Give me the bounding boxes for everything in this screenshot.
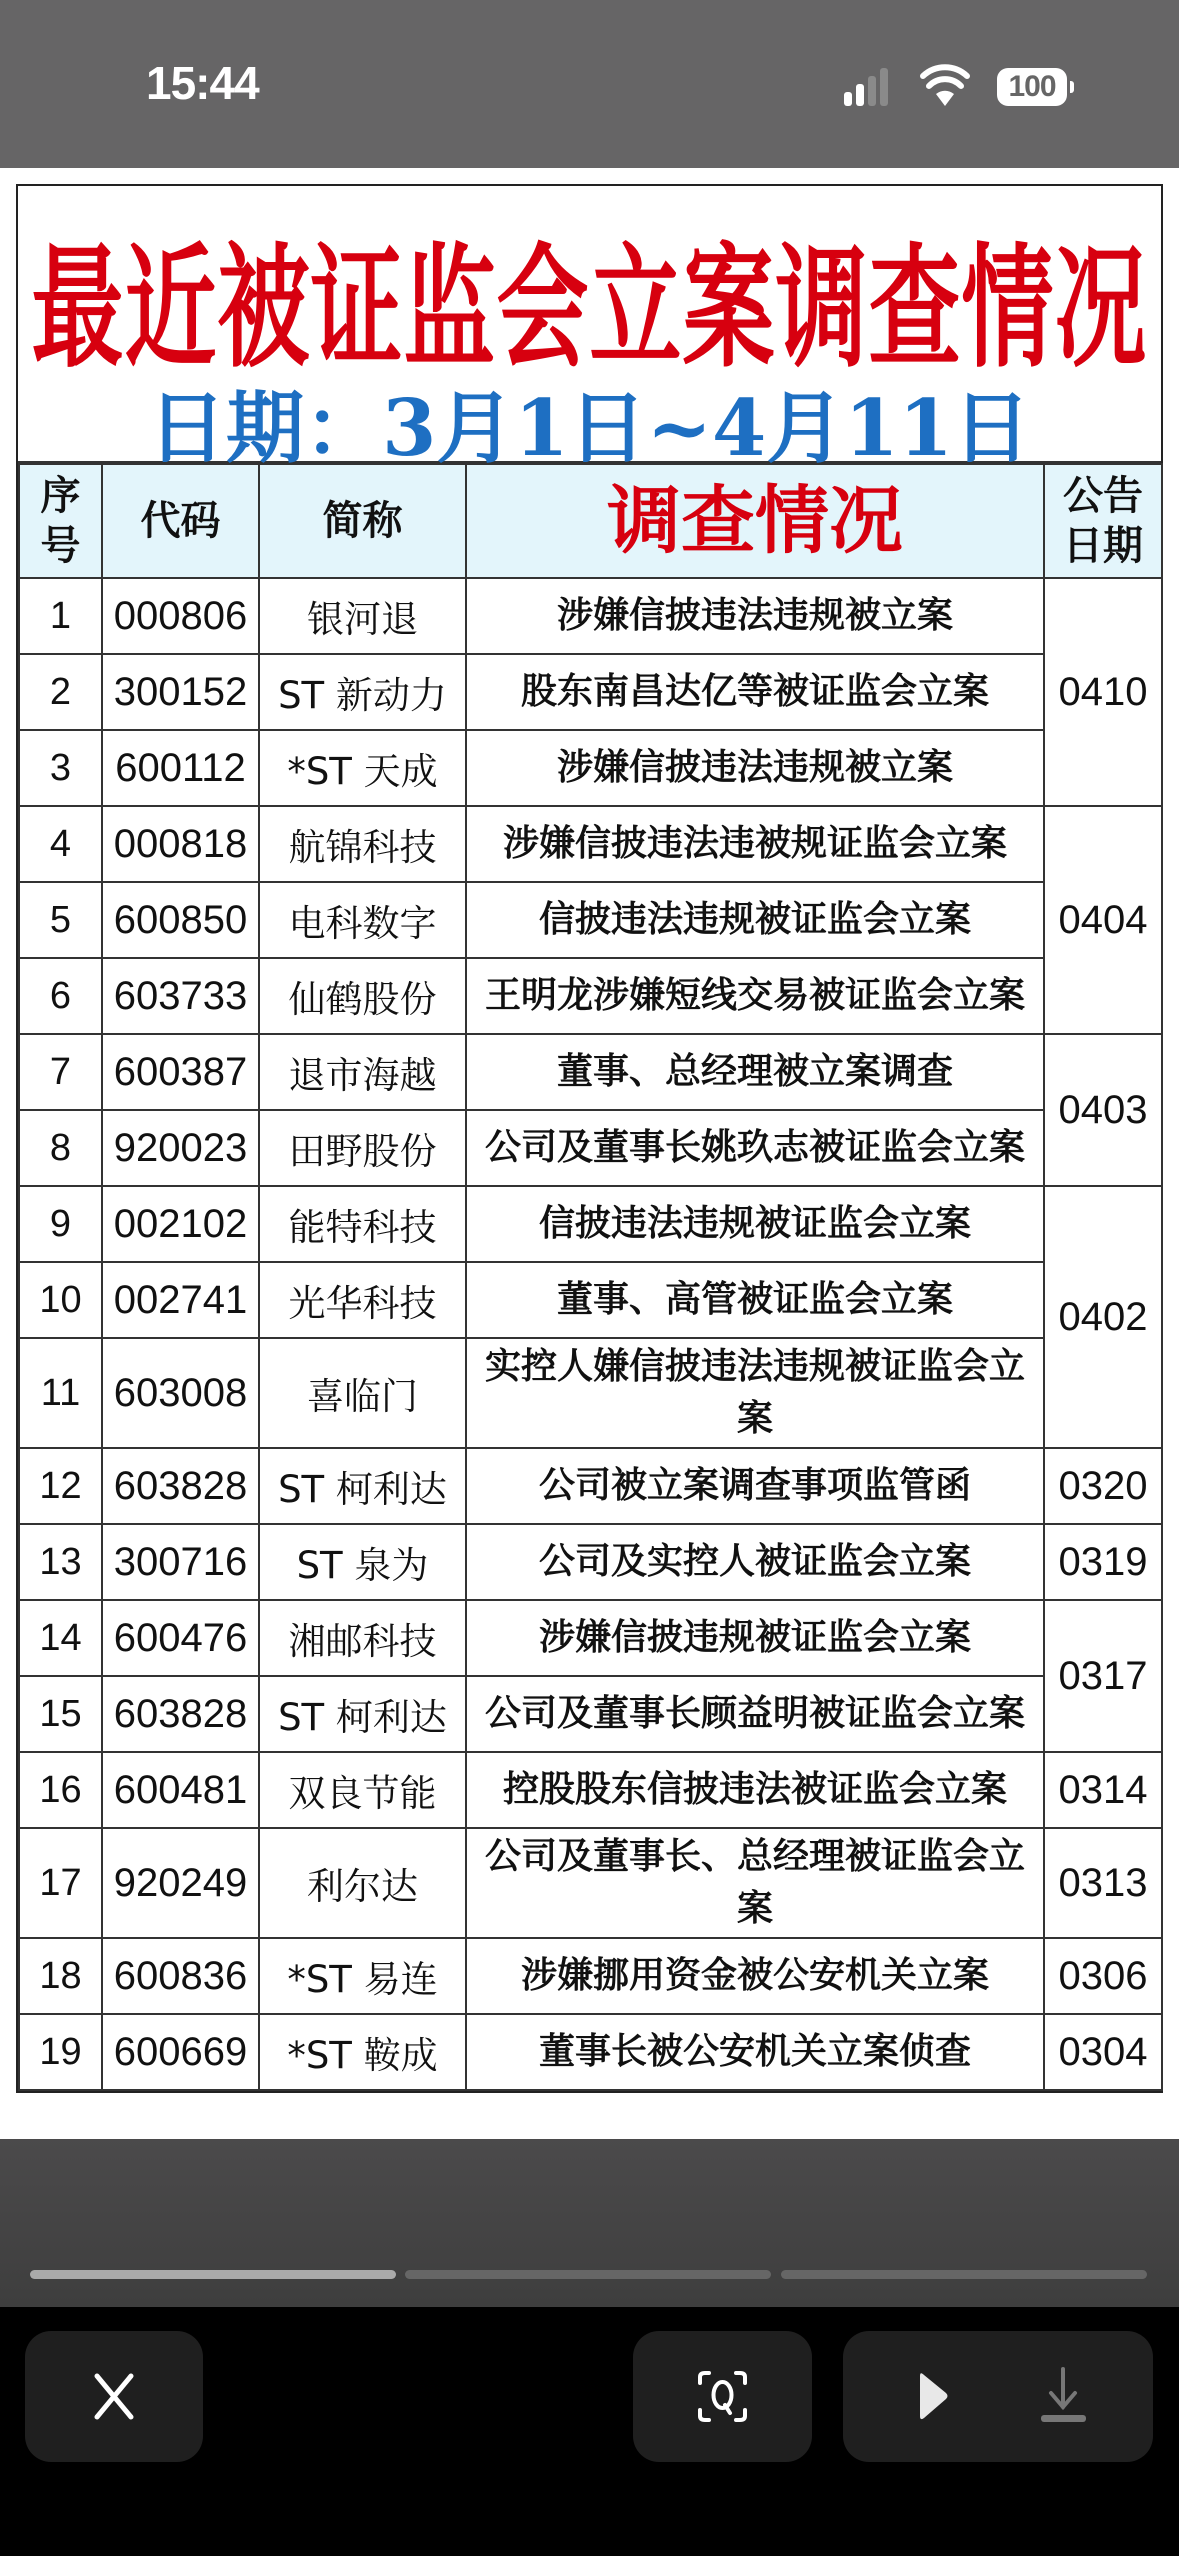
seq-cell: 19: [19, 2014, 102, 2090]
header-announce-date: 公告日期: [1044, 464, 1162, 578]
status-bar: [0, 0, 1179, 168]
detail-cell: 涉嫌信披违法违规被立案: [466, 730, 1044, 806]
code-cell: 300152: [102, 654, 259, 730]
name-cell: 退市海越: [259, 1034, 466, 1110]
name-cell: ST 泉为: [259, 1524, 466, 1600]
seq-cell: 13: [19, 1524, 102, 1600]
name-cell: 能特科技: [259, 1186, 466, 1262]
name-cell: 田野股份: [259, 1110, 466, 1186]
name-cell: 湘邮科技: [259, 1600, 466, 1676]
seq-cell: 8: [19, 1110, 102, 1186]
code-cell: 300716: [102, 1524, 259, 1600]
seq-cell: 12: [19, 1448, 102, 1524]
table-row: [19, 1262, 1162, 1338]
code-cell: 600669: [102, 2014, 259, 2090]
detail-cell: 王明龙涉嫌短线交易被证监会立案: [466, 958, 1044, 1034]
code-cell: 600836: [102, 1938, 259, 2014]
table-row: [19, 578, 1162, 654]
code-cell: 000806: [102, 578, 259, 654]
name-cell: *ST 天成: [259, 730, 466, 806]
seq-cell: 4: [19, 806, 102, 882]
date-range: 日期：3月1日~4月11日: [148, 383, 1031, 474]
detail-cell: 董事、高管被证监会立案: [466, 1262, 1044, 1338]
code-cell: 600850: [102, 882, 259, 958]
table-row: [19, 1338, 1162, 1448]
detail-cell: 公司及董事长姚玖志被证监会立案: [466, 1110, 1044, 1186]
detail-cell: 涉嫌信披违法违规被立案: [466, 578, 1044, 654]
page-indicator-2[interactable]: [405, 2270, 771, 2279]
name-cell: 利尔达: [259, 1828, 466, 1938]
name-cell: 银河退: [259, 578, 466, 654]
name-cell: 电科数字: [259, 882, 466, 958]
table-row: [19, 1938, 1162, 2014]
seq-cell: 2: [19, 654, 102, 730]
play-download-group: [843, 2331, 1153, 2462]
bottom-toolbar: [0, 2307, 1179, 2556]
close-button[interactable]: [25, 2331, 203, 2462]
code-cell: 920249: [102, 1828, 259, 1938]
name-cell: *ST 易连: [259, 1938, 466, 2014]
code-cell: 603828: [102, 1448, 259, 1524]
seq-cell: 5: [19, 882, 102, 958]
investigation-table-image: [16, 184, 1163, 2093]
name-cell: 光华科技: [259, 1262, 466, 1338]
image-viewer-content: [0, 168, 1179, 2139]
name-cell: ST 柯利达: [259, 1676, 466, 1752]
detail-cell: 公司被立案调查事项监管函: [466, 1448, 1044, 1524]
seq-cell: 16: [19, 1752, 102, 1828]
seq-cell: 1: [19, 578, 102, 654]
table-row: [19, 2014, 1162, 2090]
header-name: 简称: [259, 464, 466, 578]
name-cell: 双良节能: [259, 1752, 466, 1828]
table-header-row: [19, 464, 1162, 578]
announce-date-cell: 0404: [1044, 806, 1162, 1034]
seq-cell: 10: [19, 1262, 102, 1338]
announce-date-cell: 0410: [1044, 578, 1162, 806]
seq-cell: 7: [19, 1034, 102, 1110]
close-icon: [25, 2331, 203, 2462]
detail-cell: 控股股东信披违法被证监会立案: [466, 1752, 1044, 1828]
table-row: [19, 882, 1162, 958]
table-row: [19, 1524, 1162, 1600]
name-cell: ST 柯利达: [259, 1448, 466, 1524]
detail-cell: 公司及实控人被证监会立案: [466, 1524, 1044, 1600]
name-cell: *ST 鞍成: [259, 2014, 466, 2090]
name-cell: ST 新动力: [259, 654, 466, 730]
wifi-icon: [920, 64, 970, 108]
code-cell: 000818: [102, 806, 259, 882]
code-cell: 600112: [102, 730, 259, 806]
table-row: [19, 730, 1162, 806]
table-row: [19, 1676, 1162, 1752]
page-indicator-3[interactable]: [781, 2270, 1147, 2279]
table-row: [19, 1828, 1162, 1938]
detail-cell: 董事长被公安机关立案侦查: [466, 2014, 1044, 2090]
title-block: [18, 186, 1161, 474]
table-row: [19, 1600, 1162, 1676]
announce-date-cell: 0319: [1044, 1524, 1162, 1600]
code-cell: 603828: [102, 1676, 259, 1752]
header-code: 代码: [102, 464, 259, 578]
table-row: [19, 806, 1162, 882]
seq-cell: 11: [19, 1338, 102, 1448]
scan-search-icon: [633, 2331, 812, 2462]
detail-cell: 信披违法违规被证监会立案: [466, 882, 1044, 958]
table-row: [19, 1752, 1162, 1828]
table-row: [19, 1034, 1162, 1110]
header-detail: 调查情况: [466, 464, 1044, 578]
code-cell: 002102: [102, 1186, 259, 1262]
table-row: [19, 1110, 1162, 1186]
announce-date-cell: 0402: [1044, 1186, 1162, 1448]
detail-cell: 董事、总经理被立案调查: [466, 1034, 1044, 1110]
detail-cell: 公司及董事长、总经理被证监会立案: [466, 1828, 1044, 1938]
code-cell: 600476: [102, 1600, 259, 1676]
header-seq: 序号: [19, 464, 102, 578]
seq-cell: 14: [19, 1600, 102, 1676]
cellular-signal-icon: [844, 70, 904, 106]
announce-date-cell: 0403: [1044, 1034, 1162, 1186]
download-icon[interactable]: [1023, 2331, 1103, 2462]
table-row: [19, 1186, 1162, 1262]
table-row: [19, 1448, 1162, 1524]
announce-date-cell: 0306: [1044, 1938, 1162, 2014]
code-cell: 002741: [102, 1262, 259, 1338]
name-cell: 仙鹤股份: [259, 958, 466, 1034]
seq-cell: 6: [19, 958, 102, 1034]
announce-date-cell: 0313: [1044, 1828, 1162, 1938]
code-cell: 920023: [102, 1110, 259, 1186]
code-cell: 603008: [102, 1338, 259, 1448]
seq-cell: 18: [19, 1938, 102, 2014]
announce-date-cell: 0320: [1044, 1448, 1162, 1524]
battery-indicator: 100: [997, 68, 1067, 106]
name-cell: 航锦科技: [259, 806, 466, 882]
detail-cell: 涉嫌挪用资金被公安机关立案: [466, 1938, 1044, 2014]
seq-cell: 17: [19, 1828, 102, 1938]
detail-cell: 股东南昌达亿等被证监会立案: [466, 654, 1044, 730]
viewer-overlay: [0, 2139, 1179, 2307]
detail-cell: 公司及董事长顾益明被证监会立案: [466, 1676, 1044, 1752]
table-row: [19, 958, 1162, 1034]
announce-date-cell: 0317: [1044, 1600, 1162, 1752]
detail-cell: 信披违法违规被证监会立案: [466, 1186, 1044, 1262]
detail-cell: 涉嫌信披违法违被规证监会立案: [466, 806, 1044, 882]
page-indicator-1[interactable]: [30, 2270, 396, 2279]
seq-cell: 3: [19, 730, 102, 806]
code-cell: 600387: [102, 1034, 259, 1110]
table-row: [19, 654, 1162, 730]
announce-date-cell: 0314: [1044, 1752, 1162, 1828]
name-cell: 喜临门: [259, 1338, 466, 1448]
play-icon[interactable]: [903, 2331, 983, 2462]
visual-lookup-button[interactable]: [633, 2331, 812, 2462]
code-cell: 600481: [102, 1752, 259, 1828]
investigation-table: [18, 463, 1163, 2091]
detail-cell: 实控人嫌信披违法违规被证监会立案: [466, 1338, 1044, 1448]
seq-cell: 9: [19, 1186, 102, 1262]
document-title: 最近被证监会立案调查情况: [31, 231, 1148, 387]
detail-cell: 涉嫌信披违规被证监会立案: [466, 1600, 1044, 1676]
seq-cell: 15: [19, 1676, 102, 1752]
code-cell: 603733: [102, 958, 259, 1034]
announce-date-cell: 0304: [1044, 2014, 1162, 2090]
status-time: 15:44: [146, 57, 259, 109]
